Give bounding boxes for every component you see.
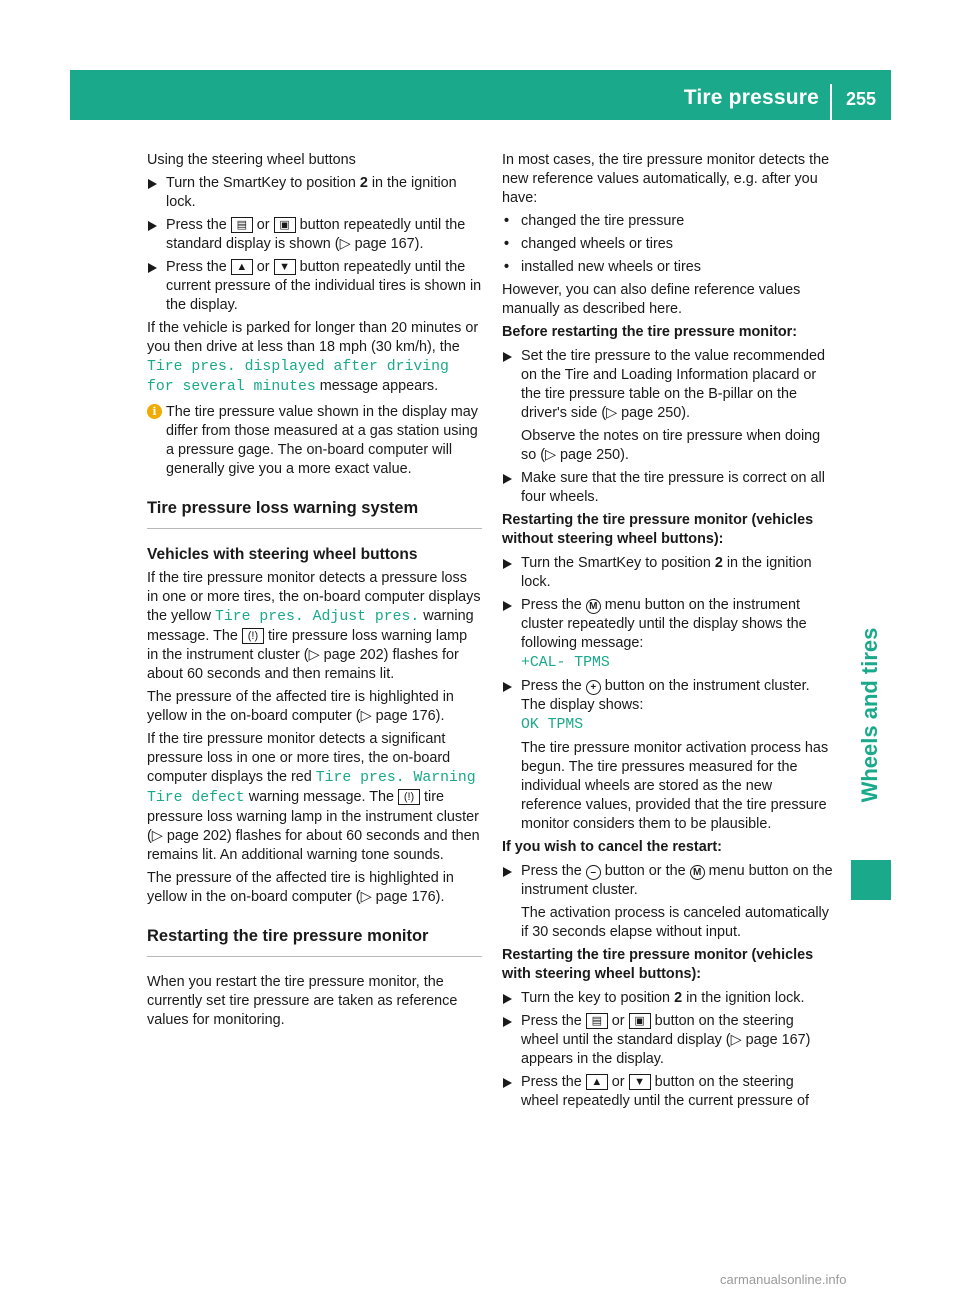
- instruction-step: Press the ▲ or ▼ button on the steering wheel repeatedly until the current pressure of: [502, 1073, 834, 1111]
- down-arrow-key-icon: ▼: [629, 1074, 651, 1090]
- chapter-tab: [850, 580, 890, 850]
- instruction-step: Press the – button or the M menu button on the instrument cluster.: [502, 862, 834, 900]
- down-arrow-key-icon: ▼: [274, 259, 296, 275]
- right-column: [502, 151, 834, 1115]
- step-note: The activation process is canceled automatically if 30 seconds elapse without input.: [521, 905, 829, 940]
- instruction-step: Turn the SmartKey to position 2 in the ignition lock.: [502, 554, 834, 592]
- tire-pressure-warning-lamp-icon: (!): [242, 628, 264, 644]
- bold-heading: Restarting the tire pressure monitor (vehicles without steering wheel buttons):: [502, 512, 814, 547]
- paragraph: In most cases, the tire pressure monitor detects the new reference values automatically, e.g. after you have:: [502, 152, 830, 206]
- page-header: [70, 70, 891, 120]
- bold-heading: Restarting the tire pressure monitor (vehicles with steering wheel buttons):: [502, 947, 814, 982]
- list-item: • changed wheels or tires: [502, 235, 834, 254]
- display-message: Tire pres. displayed after driving for several minutes: [147, 359, 449, 395]
- watermark: carmanualsonline.info: [720, 1272, 847, 1287]
- step-note: The tire pressure monitor activation process has begun. The tire pressures measured for the individual wheels are stored as the new reference values, provided that the tire pressure monitor considers them to be plausible.: [521, 740, 829, 832]
- instruction-step: Turn the key to position 2 in the ignition lock.: [502, 989, 834, 1008]
- instruction-step: Press the ▲ or ▼ button repeatedly until the current pressure of the individual tires is shown in the display.: [147, 258, 482, 315]
- instruction-step: Press the + button on the instrument cluster. The display shows: OK TPMS: [502, 677, 834, 735]
- instruction-step: Press the M menu button on the instrument cluster repeatedly until the display shows the following message: +CAL- TPMS: [502, 596, 834, 673]
- display-message: Tire pres. Warning Tire defect: [147, 770, 476, 806]
- page-number: 255: [846, 89, 877, 109]
- paragraph: However, you can also define reference values manually as described here.: [502, 282, 801, 317]
- left-column: [147, 151, 482, 1034]
- display-forward-key-icon: ▣: [629, 1013, 651, 1029]
- step-note: Observe the notes on tire pressure when doing so (▷ page 250).: [521, 428, 821, 463]
- up-arrow-key-icon: ▲: [231, 259, 253, 275]
- list-item: • installed new wheels or tires: [502, 258, 834, 277]
- display-message: Tire pres. Adjust pres.: [215, 609, 420, 625]
- page-title: Tire pressure: [683, 86, 819, 109]
- instruction-step: Turn the SmartKey to position 2 in the ignition lock.: [147, 174, 482, 212]
- plus-button-icon: +: [586, 680, 601, 695]
- page-ref-arrow-icon: ▷: [339, 236, 351, 252]
- header-divider: [830, 84, 832, 120]
- paragraph: The pressure of the affected tire is highlighted in yellow in the on-board computer (▷ page 176).: [147, 689, 454, 724]
- display-back-key-icon: ▤: [586, 1013, 608, 1029]
- display-message: +CAL- TPMS: [521, 655, 610, 671]
- chapter-tab-label: Wheels and tires: [857, 627, 882, 803]
- instruction-step: Set the tire pressure to the value recommended on the Tire and Loading Information placard or the tire pressure table on the B-pillar on the driver's side (▷ page 250).: [502, 347, 834, 423]
- bold-heading: Before restarting the tire pressure monitor:: [502, 324, 798, 340]
- list-item: • changed the tire pressure: [502, 212, 834, 231]
- chapter-marker: [851, 860, 891, 900]
- bold-heading: If you wish to cancel the restart:: [502, 839, 722, 855]
- page-ref-arrow-icon: ▷: [308, 647, 320, 663]
- minus-button-icon: –: [586, 865, 601, 880]
- up-arrow-key-icon: ▲: [586, 1074, 608, 1090]
- menu-button-icon: M: [690, 865, 705, 880]
- tire-pressure-warning-lamp-icon: (!): [398, 789, 420, 805]
- display-back-key-icon: ▤: [231, 217, 253, 233]
- info-icon: i: [147, 404, 162, 419]
- paragraph: The pressure of the affected tire is highlighted in yellow in the on-board computer (▷ page 176).: [147, 870, 454, 905]
- instruction-step: Make sure that the tire pressure is correct on all four wheels.: [502, 469, 834, 507]
- info-note: i The tire pressure value shown in the display may differ from those measured at a gas station using a pressure gage. The on-board computer will generally give you a more exact value.: [147, 403, 482, 479]
- subsection-heading: Vehicles with steering wheel buttons: [147, 546, 418, 563]
- display-message: OK TPMS: [521, 717, 584, 733]
- display-forward-key-icon: ▣: [274, 217, 296, 233]
- instruction-step: Press the ▤ or ▣ button on the steering wheel until the standard display (▷ page 167) appears in the display.: [502, 1012, 834, 1069]
- paragraph: If the tire pressure monitor detects a pressure loss in one or more tires, the on-board computer displays the yellow Tire pres. Adjust pres. warning message. The (!) tire pressure loss warning lamp in the instrument cluster (▷ page 202) flashes for about 60 seconds and then remains lit.: [147, 570, 481, 682]
- section-heading: Restarting the tire pressure monitor: [147, 927, 482, 957]
- paragraph: Using the steering wheel buttons: [147, 152, 356, 168]
- paragraph: If the tire pressure monitor detects a significant pressure loss in one or more tires, the on-board computer displays the red Tire pres. Warning Tire defect warning message. The (!) tire pressure loss warning lamp in the instrument cluster (▷ page 202) flashes for about 60 seconds and then remains lit. An additional warning tone sounds.: [147, 731, 480, 863]
- section-heading: Tire pressure loss warning system: [147, 499, 482, 529]
- instruction-step: Press the ▤ or ▣ button repeatedly until the standard display is shown (▷ page 167).: [147, 216, 482, 254]
- paragraph: When you restart the tire pressure monitor, the currently set tire pressure are taken as reference values for monitoring.: [147, 974, 458, 1028]
- menu-button-icon: M: [586, 599, 601, 614]
- paragraph: If the vehicle is parked for longer than 20 minutes or you then drive at less than 18 mph (30 km/h), the Tire pres. displayed after driving for several minutes message appears.: [147, 320, 479, 395]
